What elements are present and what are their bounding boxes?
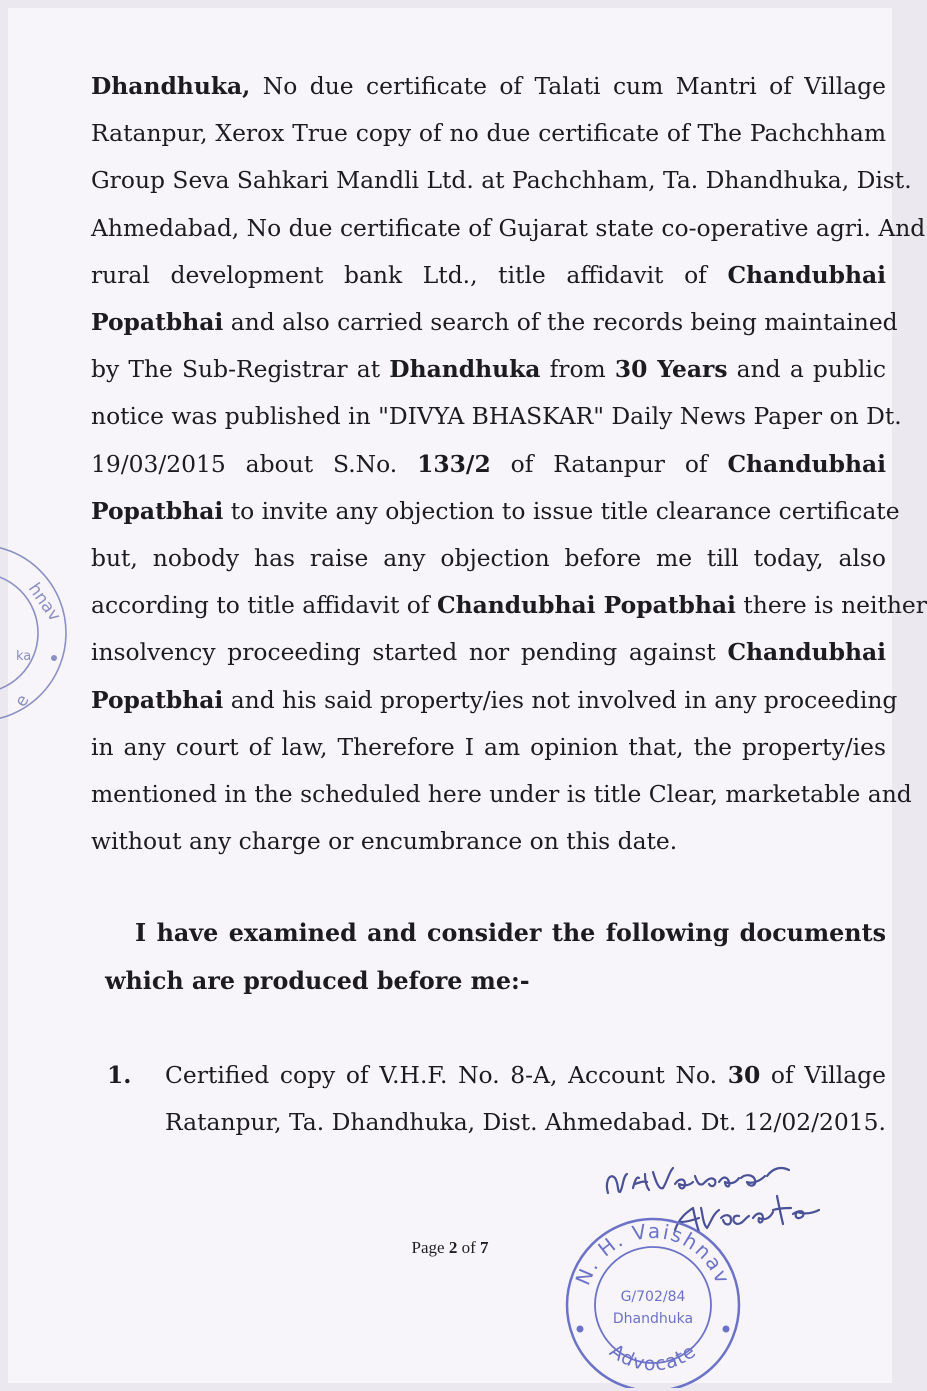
text-line: insolvency proceeding started nor pending against Chandubhai [91,638,886,667]
svg-text:N. H. Vaishnav [571,1219,736,1289]
stamp-fragment: e [11,691,34,711]
text-line: Dhandhuka, No due certificate of Talati cum Mantri of Village [91,72,886,100]
text-line: in any court of law, Therefore I am opinion that, the property/ies [91,732,886,761]
heading-line: which are produced before me:- [105,966,530,995]
stamp-place: Dhandhuka [612,1311,694,1327]
stamp-fragment: hnav [23,579,65,626]
document-page [8,8,927,1383]
list-item-line: Ratanpur, Ta. Dhandhuka, Dist. Ahmedabad. Dt. 12/02/2015. [165,1108,886,1136]
stamp-name: N. H. Vaishnav [570,1218,736,1289]
text-line: Popatbhai to invite any objection to issue title clearance certificate [91,496,900,525]
list-item-line: Certified copy of V.H.F. No. 8-A, Account No. 30 of Village [165,1061,886,1089]
documents-heading [105,910,886,1005]
svg-text:Advocate [606,1340,701,1376]
text-line: mentioned in the scheduled here under is title Clear, marketable and [91,780,912,809]
text-line: Ahmedabad, No due certificate of Gujarat state co-operative agri. And [91,213,926,242]
text-line: but, nobody has raise any objection before me till today, also [91,544,886,573]
list-item-number: 1. [107,1061,132,1089]
body-paragraph [91,63,927,865]
text-line: Popatbhai and his said property/ies not involved in any proceeding [91,685,898,714]
page-footer: Page 2 of 7 [411,1238,489,1257]
text-line: rural development bank Ltd., title affidavit of Chandubhai [91,260,886,289]
list-item [165,1052,886,1146]
stamp-registration: G/702/84 [620,1289,686,1305]
partial-stamp-left [0,538,78,728]
text-line: 19/03/2015 about S.No. 133/2 of Ratanpur of Chandubhai [91,449,886,478]
heading-line: I have examined and consider the following documents [135,919,886,947]
text-line: Ratanpur, Xerox True copy of no due certificate of The Pachchham [91,119,886,148]
text-line: Group Seva Sahkari Mandli Ltd. at Pachchham, Ta. Dhandhuka, Dist. [91,166,912,195]
text-line: without any charge or encumbrance on this date. [91,827,678,856]
text-line: according to title affidavit of Chandubhai Popatbhai there is neither [91,591,927,620]
advocate-stamp [558,1213,748,1388]
text-line: by The Sub-Registrar at Dhandhuka from 30 Years and a public [91,355,886,384]
text-line: notice was published in "DIVYA BHASKAR" Daily News Paper on Dt. [91,402,902,431]
stamp-title: Advocate [605,1339,701,1376]
stamp-fragment: ka [16,649,32,664]
text-line: Popatbhai and also carried search of the records being maintained [91,308,898,337]
